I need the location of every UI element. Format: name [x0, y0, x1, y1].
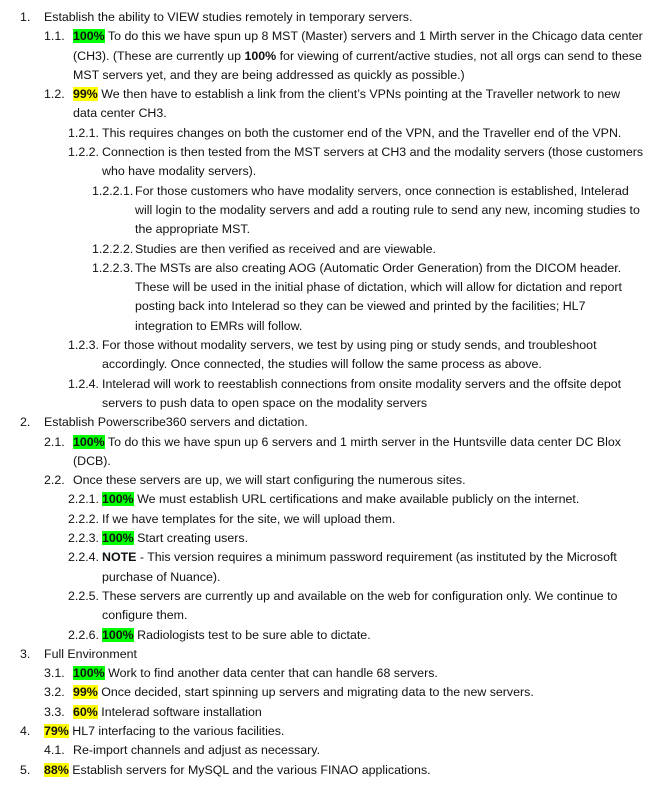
item-text	[102, 143, 647, 182]
item-text	[44, 761, 644, 780]
outline-item	[0, 664, 644, 683]
progress-badge: 100%	[73, 434, 105, 449]
progress-badge: 60%	[73, 704, 98, 719]
outline-item	[0, 124, 644, 143]
outline-item	[0, 143, 647, 182]
item-body: HL7 interfacing to the various facilities.	[68, 723, 285, 738]
item-text	[102, 510, 644, 529]
item-number: 4.	[20, 723, 31, 738]
item-number: 2.	[20, 415, 31, 430]
outline-item	[0, 240, 644, 259]
item-number: 5.	[20, 762, 31, 777]
item-text	[102, 529, 644, 548]
item-number: 1.2.2.3.	[92, 260, 134, 275]
progress-badge: 100%	[73, 29, 105, 44]
inline-bold-percent: 100%	[244, 48, 277, 63]
item-text	[102, 375, 644, 414]
outline-item	[0, 471, 644, 490]
outline-item	[0, 413, 644, 432]
item-body: Establish servers for MySQL and the various FINAO applications.	[68, 762, 431, 777]
outline-item	[0, 259, 644, 336]
item-number: 2.2.2.	[68, 511, 100, 526]
item-body: Establish Powerscribe360 servers and dictation.	[44, 415, 308, 430]
item-body: Re-import channels and adjust as necessary.	[73, 743, 321, 758]
item-text	[135, 240, 644, 259]
item-number: 2.2.4.	[68, 550, 100, 565]
item-body: We must establish URL certifications and make available publicly on the internet.	[133, 492, 580, 507]
outline-item	[0, 27, 647, 85]
item-body: The MSTs are also creating AOG (Automatic Order Generation) from the DICOM header. These will be used in the initial phase of dictation, which will allow for dictation and report posting back into Intelerad so they can be viewed and printed by the facilities; HL7 integration to EMRs will follow.	[135, 260, 626, 333]
outline-item	[0, 336, 644, 375]
progress-badge: 100%	[102, 627, 134, 642]
item-text	[102, 626, 644, 645]
item-body: For those without modality servers, we test by using ping or study sends, and troubleshoot accordingly. Once connected, the studies will follow the same process as above.	[102, 338, 600, 372]
outline-item	[0, 761, 644, 780]
item-body-continued: for viewing of current/active studies, not all orgs can send to these MST servers yet, and they are being addressed as quickly as possible.)	[73, 48, 646, 82]
outline-item	[0, 587, 644, 626]
item-number: 1.	[20, 10, 31, 24]
item-number: 2.2.1.	[68, 492, 100, 507]
item-text	[73, 471, 644, 490]
item-text	[135, 182, 644, 240]
item-body: Connection is then tested from the MST servers at CH3 and the modality servers (those customers who have modality servers).	[102, 145, 647, 179]
item-number: 2.2.3.	[68, 531, 100, 546]
item-number: 1.2.2.1.	[92, 183, 134, 198]
outline-item	[0, 703, 644, 722]
outline-item	[0, 182, 644, 240]
item-text	[102, 490, 644, 509]
item-body: Studies are then verified as received and are viewable.	[135, 241, 436, 256]
progress-badge: 100%	[102, 531, 134, 546]
outline-item	[0, 375, 644, 414]
progress-badge: 88%	[44, 762, 69, 777]
note-label: NOTE	[102, 550, 137, 565]
outline-item	[0, 626, 644, 645]
item-number: 1.1.	[44, 29, 65, 44]
item-body: If we have templates for the site, we will upload them.	[102, 511, 396, 526]
item-text	[135, 259, 644, 336]
outline-item	[0, 8, 644, 27]
outline-item	[0, 85, 644, 124]
item-text	[102, 548, 644, 587]
progress-badge: 79%	[44, 723, 69, 738]
outline-item	[0, 433, 644, 472]
item-body: To do this we have spun up 8 MST (Master) servers and 1 Mirth server in the Chicago data center (CH3). (These are currently up	[73, 29, 647, 63]
outline-item	[0, 490, 644, 509]
item-number: 2.2.	[44, 473, 65, 488]
item-number: 2.1.	[44, 434, 65, 449]
item-number: 1.2.4.	[68, 376, 100, 391]
item-body: Intelerad will work to reestablish connections from onsite modality servers and the offsite depot servers to push data to open space on the modality servers	[102, 376, 625, 410]
item-body: Intelerad software installation	[97, 704, 262, 719]
item-text	[44, 722, 644, 741]
item-number: 2.2.6.	[68, 627, 100, 642]
progress-badge: 99%	[73, 685, 98, 700]
item-number: 3.2.	[44, 685, 65, 700]
item-body: Work to find another data center that can handle 68 servers.	[104, 666, 438, 681]
item-text	[73, 664, 644, 683]
outline-item	[0, 529, 644, 548]
item-number: 4.1.	[44, 743, 65, 758]
item-text	[73, 741, 644, 760]
item-body: Once these servers are up, we will start configuring the numerous sites.	[73, 473, 466, 488]
item-body: Establish the ability to VIEW studies remotely in temporary servers.	[44, 10, 413, 24]
item-body: Radiologists test to be sure able to dictate.	[133, 627, 371, 642]
progress-badge: 99%	[73, 87, 98, 102]
item-number: 1.2.3.	[68, 338, 100, 353]
item-text	[73, 433, 644, 472]
outline-item	[0, 645, 644, 664]
item-text	[102, 336, 644, 375]
progress-badge: 100%	[73, 666, 105, 681]
item-number: 1.2.2.2.	[92, 241, 134, 256]
item-number: 1.2.	[44, 87, 65, 102]
outline-item	[0, 722, 644, 741]
item-body: These servers are currently up and available on the web for configuration only. We continue to configure them.	[102, 588, 621, 623]
item-body: Full Environment	[44, 646, 137, 661]
item-body: To do this we have spun up 6 servers and 1 mirth server in the Huntsville data center DC Blox (DCB).	[73, 434, 625, 468]
item-text	[73, 703, 644, 722]
item-number: 2.2.5.	[68, 588, 100, 603]
item-body: - This version requires a minimum password requirement (as instituted by the Microsoft purchase of Nuance).	[102, 550, 621, 584]
item-number: 3.	[20, 646, 31, 661]
item-body: We then have to establish a link from the client’s VPNs pointing at the Traveller network to new data center CH3.	[73, 87, 624, 121]
item-number: 1.2.2.	[68, 145, 100, 160]
progress-badge: 100%	[102, 492, 134, 507]
item-text	[73, 683, 644, 702]
item-body: For those customers who have modality servers, once connection is established, Intelerad will login to the modality servers and add a routing rule to send any new, incoming studies to the appropriate MST.	[135, 183, 644, 237]
item-number: 3.3.	[44, 704, 65, 719]
outline-item	[0, 510, 644, 529]
item-text	[73, 27, 647, 85]
outline-item	[0, 548, 644, 587]
item-text	[73, 85, 644, 124]
item-text	[102, 587, 644, 626]
item-body: This requires changes on both the customer end of the VPN, and the Traveller end of the VPN.	[102, 125, 622, 140]
item-body: Once decided, start spinning up servers and migrating data to the new servers.	[97, 685, 534, 700]
item-text	[44, 413, 644, 432]
outline-item	[0, 741, 644, 760]
item-number: 3.1.	[44, 666, 65, 681]
item-body: Start creating users.	[133, 531, 249, 546]
outline-item	[0, 683, 644, 702]
item-text	[102, 124, 644, 143]
item-text	[44, 8, 644, 27]
item-text	[44, 645, 644, 664]
item-number: 1.2.1.	[68, 125, 100, 140]
